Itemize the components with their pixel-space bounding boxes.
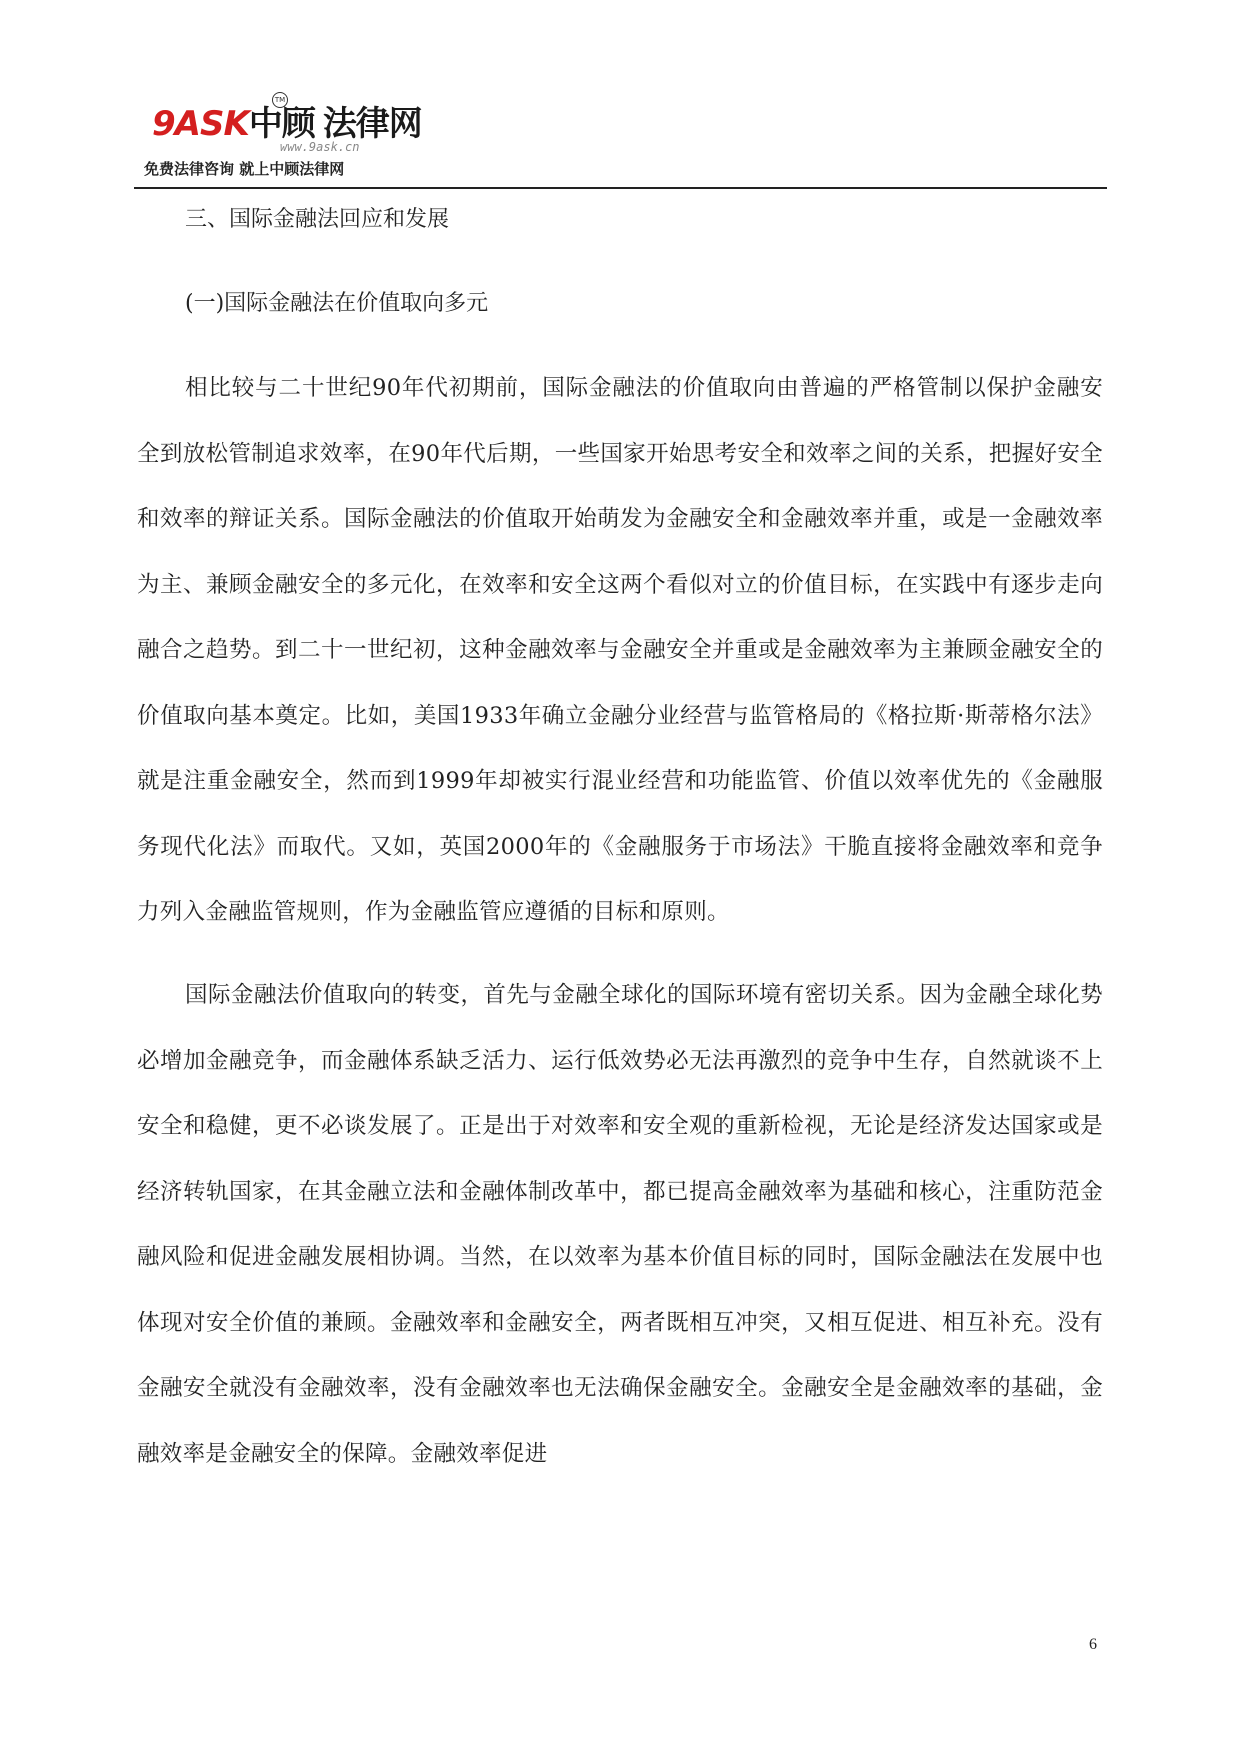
trademark-mark: TM: [272, 92, 288, 108]
body-paragraph-1: 相比较与二十世纪90年代初期前，国际金融法的价值取向由普遍的严格管制以保护金融安全到放松管制追求效率，在90年代后期，一些国家开始思考安全和效率之间的关系，把握好安全和效率的辩证关系。国际金融法的价值取开始萌发为金融安全和金融效率并重，或是一金融效率为主、兼顾金融安全的多元化，在效率和安全这两个看似对立的价值目标，在实践中有逐步走向融合之趋势。到二十一世纪初，这种金融效率与金融安全并重或是金融效率为主兼顾金融安全的价值取向基本奠定。比如，美国1933年确立金融分业经营与监管格局的《格拉斯·斯蒂格尔法》就是注重金融安全，然而到1999年却被实行混业经营和功能监管、价值以效率优先的《金融服务现代化法》而取代。又如，英国2000年的《金融服务于市场法》干脆直接将金融效率和竞争力列入金融监管规则，作为金融监管应遵循的目标和原则。: [137, 375, 1103, 925]
logo-tagline: 免费法律咨询 就上中顾法律网: [144, 160, 345, 178]
section-heading: 三、国际金融法回应和发展: [185, 207, 450, 232]
subsection-heading: (一)国际金融法在价值取向多元: [185, 291, 489, 316]
logo-brand: [152, 104, 422, 144]
header-divider: [134, 187, 1107, 189]
body-paragraph-2: 国际金融法价值取向的转变，首先与金融全球化的国际环境有密切关系。因为金融全球化势必增加金融竞争，而金融体系缺乏活力、运行低效势必无法再激烈的竞争中生存，自然就谈不上安全和稳健，更不必谈发展了。正是出于对效率和安全观的重新检视，无论是经济发达国家或是经济转轨国家，在其金融立法和金融体制改革中，都已提高金融效率为基础和核心，注重防范金融风险和促进金融发展相协调。当然，在以效率为基本价值目标的同时，国际金融法在发展中也体现对安全价值的兼顾。金融效率和金融安全，两者既相互冲突，又相互促进、相互补充。没有金融安全就没有金融效率，没有金融效率也无法确保金融安全。金融安全是金融效率的基础，金融效率是金融安全的保障。金融效率促进: [137, 982, 1103, 1467]
site-logo: [144, 92, 422, 182]
logo-url: www.9ask.cn: [280, 140, 360, 154]
logo-brand-prefix: 9ASK: [152, 104, 249, 144]
logo-brand-cn-2: 法律网: [322, 104, 422, 144]
page-number: 6: [1089, 1636, 1097, 1653]
logo-brand-cn-1: 中顾: [248, 104, 315, 144]
